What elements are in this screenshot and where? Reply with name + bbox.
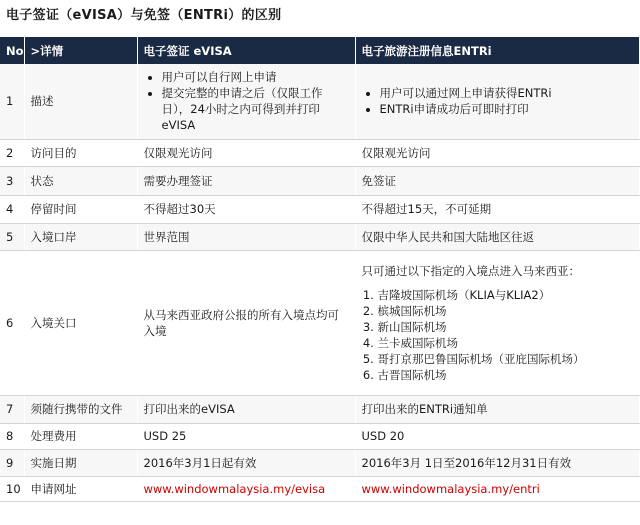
table-row [0,64,640,139]
cell-no: 1 [0,64,24,139]
cell-entri: 仅限中华人民共和国大陆地区往返 [355,223,640,250]
cell-no: 6 [0,250,24,395]
table-row [0,250,640,395]
table-row [0,449,640,476]
list-item: 4. 兰卡威国际机场 [378,335,634,351]
cell-entri: USD 20 [355,423,640,449]
cell-no: 7 [0,395,24,423]
cell-evisa: 打印出来的eVISA [137,395,355,423]
cell-evisa: 需要办理签证 [137,166,355,195]
cell-evisa: USD 25 [137,423,355,449]
cell-evisa: 不得超过30天 [137,195,355,223]
entri-link[interactable]: www.windowmalaysia.my/entri [361,481,540,496]
header-detail: >详情 [24,37,137,64]
cell-entri: 打印出来的ENTRi通知单 [355,395,640,423]
cell-entri [355,476,640,501]
cell-evisa [137,64,355,139]
cell-evisa: 仅限观光访问 [137,139,355,166]
header-evisa: 电子签证 eVISA [137,37,355,64]
list-item: • 用户可以自行网上申请 [162,69,349,85]
header-no: No [0,37,24,64]
cell-item: 实施日期 [24,449,137,476]
cell-item: 状态 [24,166,137,195]
cell-item: 访问目的 [24,139,137,166]
cell-item: 描述 [24,64,137,139]
cell-entri: 仅限观光访问 [355,139,640,166]
cell-no: 8 [0,423,24,449]
cell-evisa: 世界范围 [137,223,355,250]
header-entri: 电子旅游注册信息ENTRi [355,37,640,64]
entry-points-intro: 只可通过以下指定的入境点进入马来西亚： [361,263,580,278]
cell-item: 处理费用 [24,423,137,449]
table-row [0,223,640,250]
cell-evisa [137,476,355,501]
list-item: 1. 吉隆坡国际机场（KLIA与KLIA2） [378,287,634,303]
cell-entri [355,250,640,395]
cell-no: 4 [0,195,24,223]
table-row [0,423,640,449]
cell-item: 入境口岸 [24,223,137,250]
cell-no: 10 [0,476,24,501]
cell-entri: 2016年3月 1日至2016年12月31日有效 [355,449,640,476]
table-row [0,395,640,423]
list-item: 6. 古晋国际机场 [378,367,634,383]
table-row [0,195,640,223]
list-item: • 提交完整的申请之后（仅限工作日），24小时之内可得到并打印eVISA [162,85,349,133]
list-item: 2. 槟城国际机场 [378,303,634,319]
list-item: 3. 新山国际机场 [378,319,634,335]
cell-item: 入境关口 [24,250,137,395]
cell-no: 5 [0,223,24,250]
header-row [0,37,640,64]
evisa-link[interactable]: www.windowmalaysia.my/evisa [143,481,326,496]
list-item: • 用户可以通过网上申请获得ENTRi [380,85,634,101]
evisa-description-list [144,69,349,133]
cell-no: 3 [0,166,24,195]
list-item: • ENTRi申请成功后可即时打印 [380,101,634,117]
cell-item: 申请网址 [24,476,137,501]
entry-points-list [362,287,634,383]
cell-entri [355,64,640,139]
cell-entri: 不得超过15天，不可延期 [355,195,640,223]
cell-evisa: 2016年3月1日起有效 [137,449,355,476]
page-title: 电子签证（eVISA）与免签（ENTRi）的区别 [6,8,282,23]
table-row [0,476,640,501]
cell-no: 2 [0,139,24,166]
entri-description-list [362,85,634,117]
list-item: 5. 哥打京那巴鲁国际机场（亚庇国际机场） [378,351,634,367]
cell-item: 须随行携带的文件 [24,395,137,423]
cell-item: 停留时间 [24,195,137,223]
cell-no: 9 [0,449,24,476]
comparison-table [0,37,640,502]
table-row [0,166,640,195]
cell-evisa: 从马来西亚政府公报的所有入境点均可入境 [137,250,355,395]
cell-entri: 免签证 [355,166,640,195]
table-row [0,139,640,166]
